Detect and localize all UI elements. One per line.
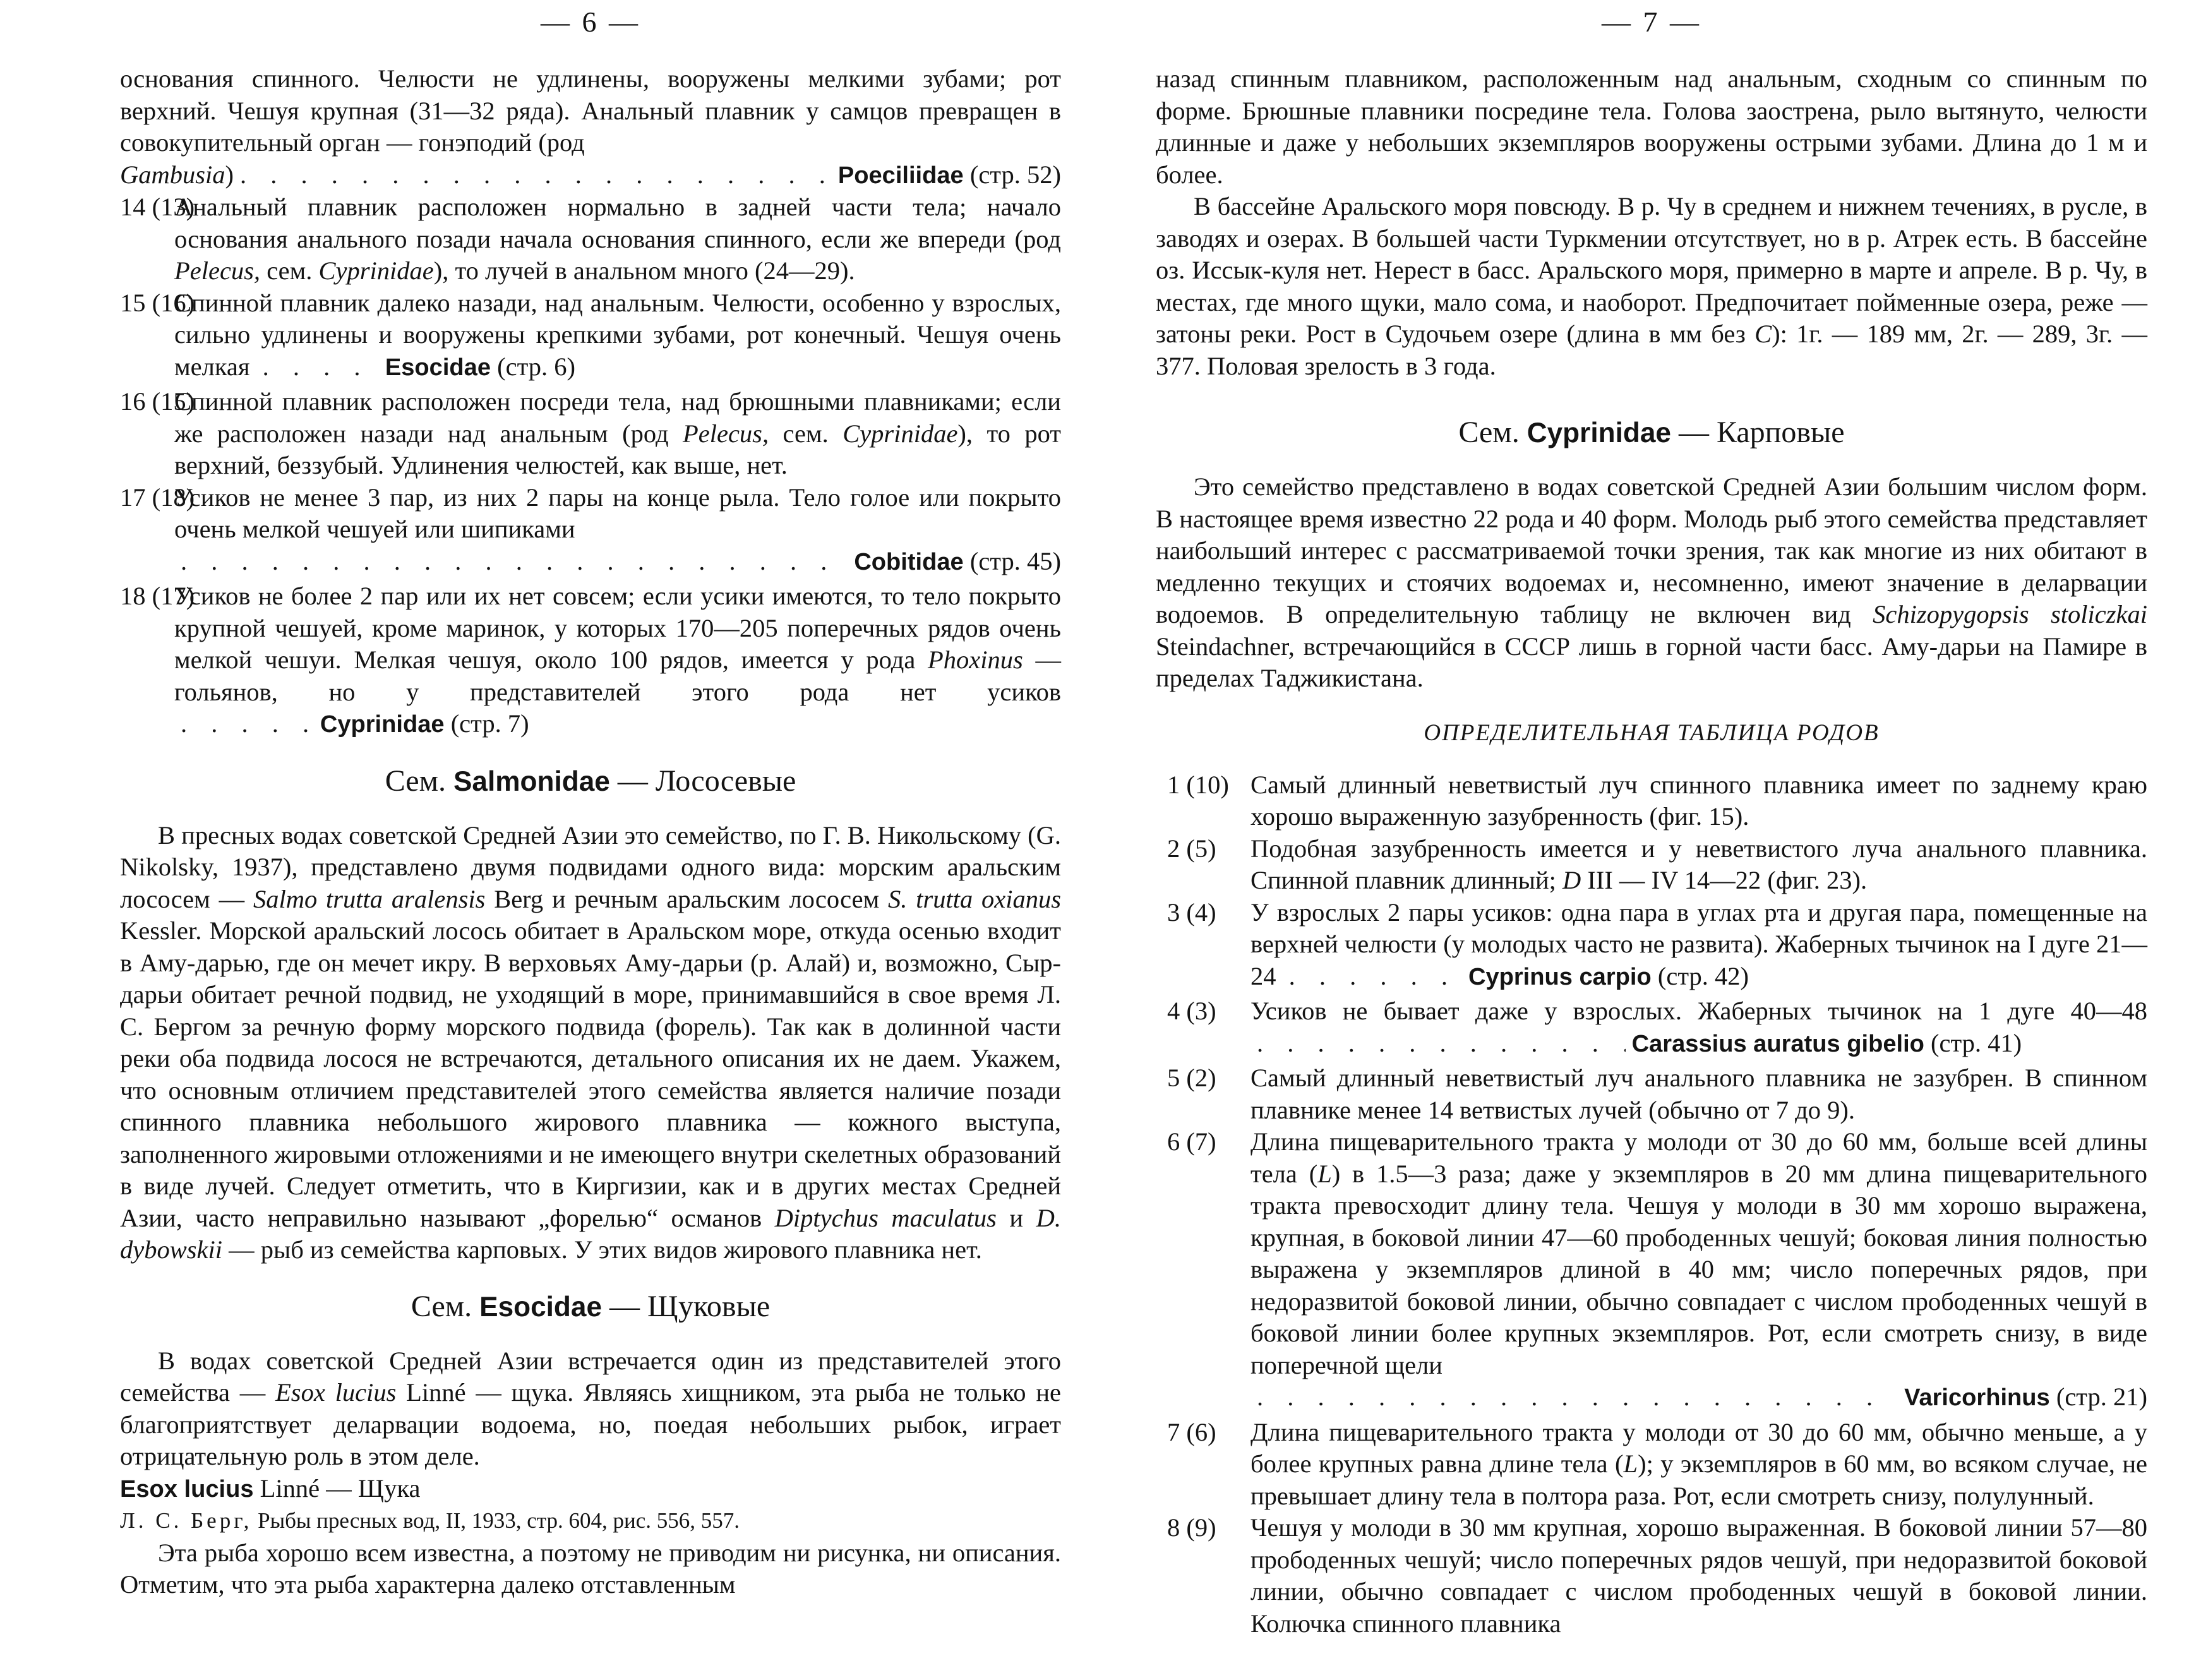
entry-text: Усиков не менее 3 пар, из них 2 пары на конце рыла. Тело голое или покрыто очень мелкой чешуей или шипиками bbox=[174, 483, 1061, 543]
genus-key-entry-2 bbox=[1156, 833, 2147, 897]
entry-text: Самый длинный невeтвистый луч анального плавника не зазубрен. В спинном плавнике менее 14 ветвистых лучей (обычно от 7 до 9). bbox=[1250, 1064, 2147, 1124]
species-name: Esox lucius bbox=[120, 1475, 254, 1503]
entry-text: Спинной плавник расположен посреди тела, над брюшными плавниками; если же расположен назади над анальным (род bbox=[174, 387, 1061, 448]
entry-text: Длина пищеварительного тракта у молоди от 30 до 60 мм, обычно меньше, а у более крупных равна длине тела ( bbox=[1250, 1417, 2147, 1478]
page-ref: (стр. 45) bbox=[969, 546, 1061, 575]
heading-prefix: Сем. bbox=[411, 1289, 472, 1323]
entry-number: 15 (16) bbox=[120, 288, 195, 317]
genus-ref bbox=[1904, 1381, 2147, 1414]
esox-paragraph: Эта рыба хорошо всем известна, а поэтому не приводим ни рисунка, ни описания. Отметим, что эта рыба характерна далеко отставленным bbox=[120, 1538, 1061, 1599]
family-name: Esocidae bbox=[479, 1291, 603, 1323]
section-heading-esocidae bbox=[120, 1288, 1061, 1326]
paragraph-text: Steindachner, встречающийся в СССР лишь в горной части басс. Аму-дарьи на Памире в пределах Таджикистана. bbox=[1156, 632, 2147, 692]
genus-name: Pelecus, bbox=[683, 419, 769, 448]
leader-line bbox=[1250, 1381, 2147, 1414]
salmonidae-paragraph bbox=[120, 820, 1061, 1266]
entry-text: основания спинного. Челюсти не удлинены, вооружены мелкими зубами; рот верхний. Чешуя крупная (31—32 ряда). Анальный плавник у самцов превращен в совокупительный орган — гонэподий (род bbox=[120, 64, 1061, 157]
paragraph-text: В бассейне Аральского моря повсюду. В р. Чу в среднем и нижнем течениях, в русле, в заводях и озерах. В большей части Туркмении отсутствует, но в р. Атрек есть. В бассейне оз. Иссык-куля нет. Нерест в басс. Аральского моря, примерно в марте и апреле. В р. Чу, в местах, где много щуки, мало сома, и наоборот. Предпочитает пойменные озера, реже — затоны реки. Рост в Судочьем озере (длина в мм без bbox=[1156, 192, 2147, 348]
entry-text: Подобная зазубренность имеется и у невeтвистого луча анального плавника. Спинной плавник длинный; bbox=[1250, 834, 2147, 894]
entry-number: 3 (4) bbox=[1167, 897, 1216, 927]
paragraph-text: — рыб из семейства карповых. У этих видов жирового плавника нет. bbox=[229, 1235, 982, 1264]
family-ref bbox=[838, 159, 1061, 192]
entry-text: ), то лучей в анальном много (24—29). bbox=[433, 256, 855, 285]
heading-common-name: — Щуковые bbox=[609, 1289, 771, 1323]
paren: ) bbox=[225, 160, 234, 189]
leader-line bbox=[1283, 961, 1749, 993]
page-ref: (стр. 6) bbox=[497, 352, 576, 381]
entry-number: 2 (5) bbox=[1167, 834, 1216, 863]
family-name: Cyprinidae bbox=[318, 256, 434, 285]
entry-text: ); у экземпляров в 60 мм, во всяком случае, не превышает длину тела в полтора раза. Рот, если смотреть снизу, полулунный. bbox=[1250, 1449, 2147, 1510]
paragraph-text: и bbox=[1009, 1203, 1024, 1232]
paragraph-text: В водах советской Средней Азии встречается один из представителей этого семейства — bbox=[120, 1346, 1061, 1407]
heading-prefix: Сем. bbox=[385, 764, 446, 798]
entry-text: Усиков не более 2 пар или их нет совсем; если усики имеются, то тело покрыто крупной чешуей, кроме маринок, у которых 170—205 поперечных рядов очень мелкой чешуи. Мелкая чешуя, около 100 рядов, имеется у рода bbox=[174, 582, 1061, 674]
entry-number: 6 (7) bbox=[1167, 1127, 1216, 1156]
esocidae-paragraph bbox=[120, 1345, 1061, 1473]
family-name: Esocidae bbox=[385, 354, 491, 381]
genus-name: Carassius auratus gibelio bbox=[1631, 1030, 1924, 1057]
formula-symbol: D bbox=[1562, 866, 1581, 894]
entry-text: Длина пищеварительного тракта у молоди от 30 до 60 мм, больше всей длины тела ( bbox=[1250, 1127, 2147, 1188]
dot-leader bbox=[181, 708, 314, 740]
genus-key-entry-6 bbox=[1156, 1126, 2147, 1414]
entry-text: Самый длинный невeтвистый луч спинного плавника имеет по заднему краю хорошо выраженную зазубренность (фиг. 15). bbox=[1250, 770, 2147, 831]
key-entry-continuation bbox=[120, 63, 1061, 159]
entry-number: 16 (15) bbox=[120, 387, 195, 416]
genus-name: Pelecus, bbox=[174, 256, 261, 285]
species-name: S. trutta oxianus bbox=[888, 884, 1062, 913]
dot-leader bbox=[1289, 961, 1462, 993]
section-heading-salmonidae bbox=[120, 762, 1061, 801]
dot-leader bbox=[181, 546, 848, 578]
formula-symbol: C bbox=[1754, 320, 1772, 348]
key-entry-15 bbox=[120, 287, 1061, 384]
page-ref: (стр. 41) bbox=[1931, 1028, 2022, 1057]
paragraph-text: В пресных водах советской Средней Азии это семейство, по Г. В. Никольскому (G. Nikolsky, 1937), представлено двумя подвидами одного вида: морским аральским лососем — bbox=[120, 820, 1061, 913]
ref-author: Л. С. Берг, bbox=[120, 1508, 253, 1533]
pike-distribution-paragraph bbox=[1156, 191, 2147, 382]
right-page bbox=[1156, 0, 2147, 1680]
heading-prefix: Сем. bbox=[1458, 416, 1520, 449]
page-content bbox=[1156, 63, 2147, 1640]
paragraph-text: Linné — щука. Являясь хищником, эта рыба не только не благоприятствует деларвации водоема, но, поедая небольших рыбок, играет отрицательную роль в этом деле. bbox=[120, 1378, 1062, 1470]
page-ref: (стр. 21) bbox=[2056, 1383, 2147, 1411]
family-name: Salmonidae bbox=[453, 765, 610, 797]
genus-name: Phoxinus bbox=[928, 645, 1023, 674]
entry-number: 5 (2) bbox=[1167, 1064, 1216, 1092]
formula-symbol: L bbox=[1623, 1449, 1638, 1478]
dot-leader bbox=[1257, 1381, 1898, 1413]
species-name: Salmo trutta aralensis bbox=[253, 884, 486, 913]
genus-key-entry-5 bbox=[1156, 1062, 2147, 1126]
entry-text: Анальный плавник расположен нормально в задней части тела; начало основания анального позади начала основания спинного, если же впереди (род bbox=[174, 193, 1061, 253]
page-content bbox=[120, 63, 1061, 1601]
entry-text: Усиков не бывает даже у взрослых. Жаберных тычинок на 1 дуге 40—48 bbox=[1250, 997, 2147, 1025]
section-heading-cyprinidae bbox=[1156, 414, 2147, 452]
cyprinidae-paragraph bbox=[1156, 471, 2147, 695]
genus-italic: Gambusia bbox=[120, 160, 225, 189]
entry-number: 17 (18) bbox=[120, 483, 195, 512]
genus-key-entry-1 bbox=[1156, 769, 2147, 833]
key-entry-16 bbox=[120, 386, 1061, 482]
genus-name: Varicorhinus bbox=[1904, 1384, 2050, 1411]
paragraph-text: Berg и речным аральским лососем bbox=[494, 884, 880, 913]
key-entry-17 bbox=[120, 482, 1061, 579]
species-heading bbox=[120, 1473, 1061, 1506]
page-ref: (стр. 42) bbox=[1657, 961, 1749, 990]
dot-leader bbox=[263, 351, 379, 383]
page-ref: (стр. 52) bbox=[969, 160, 1061, 189]
species-author: Linné — Щука bbox=[260, 1473, 421, 1503]
entry-number: 1 (10) bbox=[1167, 770, 1229, 799]
genus-name: Cyprinus carpio bbox=[1468, 963, 1652, 990]
ref-source: Рыбы пресных вод, II, 1933, стр. 604, рис. 556, 557. bbox=[258, 1508, 740, 1533]
genus-key-entry-8 bbox=[1156, 1512, 2147, 1640]
family-ref bbox=[320, 708, 529, 741]
species-name: Esox lucius bbox=[275, 1378, 397, 1407]
entry-text: III — IV 14—22 (фиг. 23). bbox=[1587, 866, 1868, 894]
leader-line bbox=[1250, 1028, 2022, 1060]
key-entry-14 bbox=[120, 191, 1061, 287]
genus-key-entry-4 bbox=[1156, 995, 2147, 1060]
family-name: Cyprinidae bbox=[1526, 417, 1671, 448]
entry-text: сем. bbox=[267, 256, 313, 285]
paragraph-text: Это семейство представлено в водах советской Средней Азии большим числом форм. В настоящее время известно 22 рода и 40 форм. Молодь рыб этого семейства представляет наибольший интерес с рассматриваемой точки зрения, так как многие из них обитают в медленно текущих и стоячих водоемах и, несомненно, имеют значение в деларвации водоемов. В определительную таблицу не включен вид bbox=[1156, 472, 2147, 628]
key-table-heading: ОПРЕДЕЛИТЕЛЬНАЯ ТАБЛИЦА РОДОВ bbox=[1424, 719, 1880, 746]
left-page bbox=[120, 0, 1061, 1680]
leader-line bbox=[174, 546, 1061, 579]
entry-text: ), то рот верхний, беззубый. Удлинения челюстей, как выше, нет. bbox=[174, 419, 1062, 479]
entry-text: Чешуя у молоди в 30 мм крупная, хорошо выраженная. В боковой линии 57—80 прободенных чешуй; число поперечных рядов чешуй, при недоразвитой боковой линии, обычно совпадает с числом прободенных чешуй в боковой линии. Колючка спинного плавника bbox=[1250, 1513, 2147, 1638]
dot-leader bbox=[240, 159, 832, 191]
dot-leader bbox=[1257, 1028, 1626, 1060]
entry-text: У взрослых 2 пары усиков: одна пара в углах рта и другая пара, помещенные на верхней челюсти (у молодых часто не развита). Жаберных тычинок на I дуге 21—24 bbox=[1250, 897, 2147, 990]
pike-description-continuation: назад спинным плавником, расположенным над анальным, сходным со спинным по форме. Брюшные плавники посредине тела. Голова заострена, рыло вытянуто, челюсти длинные и даже у небольших экземпляров вооружены острыми зубами. Длина до 1 м и более. bbox=[1156, 64, 2147, 189]
entry-number: 8 (9) bbox=[1167, 1513, 1216, 1542]
genus-name bbox=[120, 159, 234, 191]
family-name: Cyprinidae bbox=[320, 711, 445, 738]
page-number: — 7 — bbox=[1602, 6, 1701, 38]
heading-common-name: — Карповые bbox=[1678, 416, 1845, 449]
page-ref: (стр. 7) bbox=[450, 709, 529, 738]
family-name: Cobitidae bbox=[854, 548, 964, 575]
genus-ref bbox=[1468, 961, 1749, 993]
literature-reference bbox=[120, 1505, 1061, 1537]
formula-symbol: L bbox=[1317, 1159, 1332, 1188]
entry-text: Спинной плавник далеко назади, над анальным. Челюсти, особенно у взрослых, сильно удлинены и вооружены крепкими зубами, рот конечный. Чешуя очень мелкая bbox=[174, 288, 1061, 381]
leader-line bbox=[174, 708, 529, 741]
species-name: D. dybowskii bbox=[120, 1203, 1061, 1264]
genus-key-entry-7 bbox=[1156, 1417, 2147, 1513]
family-name: Cyprinidae bbox=[843, 419, 958, 448]
entry-number: 14 (13) bbox=[120, 193, 195, 221]
family-ref bbox=[385, 351, 575, 384]
page-number: — 6 — bbox=[541, 6, 640, 38]
entry-text: — гольянов, но у представителей этого рода нет усиков bbox=[174, 645, 1062, 706]
species-name: Diptychus maculatus bbox=[774, 1203, 997, 1232]
genus-ref bbox=[1632, 1028, 2022, 1060]
entry-text: сем. bbox=[783, 419, 829, 448]
leader-line bbox=[256, 351, 575, 384]
entry-text: ) в 1.5—3 раза; даже у экземпляров в 20 мм длина пищеварительного тракта превосходит длину тела. Чешуя у молоди в 30 мм хорошо выражена, крупная, в боковой линии 47—60 прободенных чешуй; боковая линия полностью выражена у экземпляров длиной в 40 мм; число поперечных рядов, при недоразвитой боковой линии, обычно совпадает с числом прободенных чешуй в боковой линии более крупных экземпляров. Рот, если смотреть снизу, в виде поперечной щели bbox=[1250, 1159, 2147, 1379]
entry-number: 18 (17) bbox=[120, 582, 195, 610]
entry-number: 7 (6) bbox=[1167, 1417, 1216, 1446]
entry-number: 4 (3) bbox=[1167, 997, 1216, 1025]
leader-line bbox=[120, 159, 1061, 192]
paragraph-text: ): 1г. — 189 мм, 2г. — 289, 3г. — 377. Половая зрелость в 3 года. bbox=[1156, 320, 2147, 380]
heading-common-name: — Лососевые bbox=[617, 764, 796, 798]
family-name: Poeciliidae bbox=[837, 162, 964, 189]
key-entry-18 bbox=[120, 580, 1061, 741]
species-name: Schizopygopsis stoliczkai bbox=[1873, 600, 2147, 628]
paragraph-text: Kessler. Морской аральский лосось обитает в Аральском море, откуда осенью входит в Аму-дарью, где он мечет икру. В верховьях Аму-дарьи (р. Алай) и, возможно, Сыр-дарьи обитает речной подвид, не уходящий в море, принимавшийся в свое время Л. С. Бергом за речную форму морского подвида (форель). Так как в долинной части реки оба подвида лосося не встречаются, детального описания их не даем. Укажем, что основным отличием представителей этого семейства является наличие позади спинного плавника небольшого жирового плавника — кожного выступа, заполненного жировыми отложениями и не имеющего внутри скелетных образований в виде лучей. Следует отметить, что в Киргизии, как и в других местах Средней Азии, часто неправильно называют „форелью“ османов bbox=[120, 916, 1061, 1232]
genus-key-entry-3 bbox=[1156, 897, 2147, 993]
family-ref bbox=[854, 546, 1061, 579]
